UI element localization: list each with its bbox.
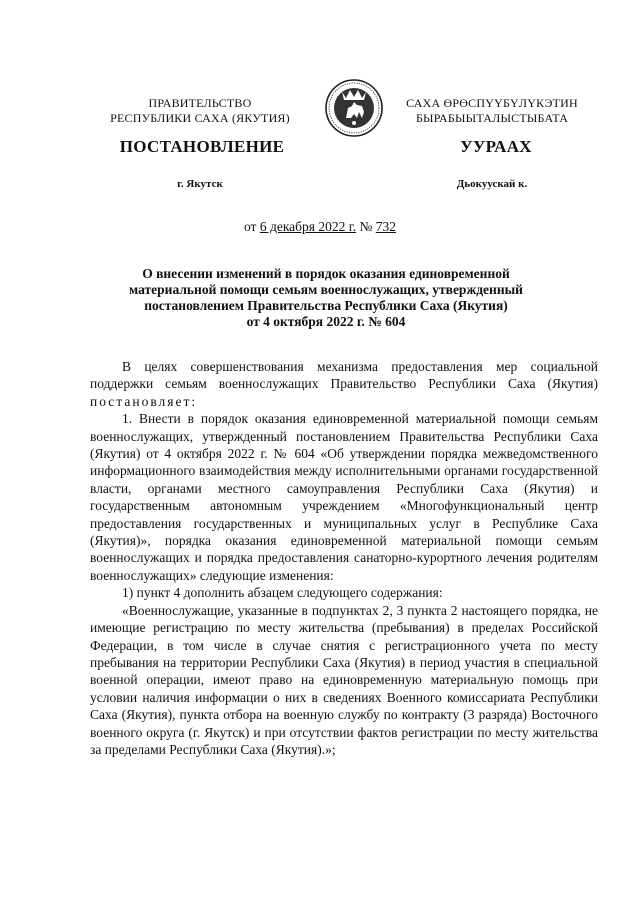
header-left-line-1: ПРАВИТЕЛЬСТВО <box>148 96 252 110</box>
city-ru: г. Якутск <box>177 178 223 190</box>
header-left-line-2: РЕСПУБЛИКИ САХА (ЯКУТИЯ) <box>110 111 290 125</box>
subclause-1-paragraph: 1) пункт 4 дополнить абзацем следующего содержания: <box>122 585 443 601</box>
number-sign: № <box>359 219 373 234</box>
header-right-line-2: БЫРАБЫЫТАЛЫСТЫБАТА <box>415 111 569 125</box>
header-right <box>392 96 592 126</box>
clause-1-paragraph: 1. Внести в порядок оказания единовременной материальной помощи семьям военнослужащих, утвержденный постановлением Правительства Республики Саха (Якутия) от 4 октября 2022 г. № 604 «Об утверждении порядка межведомственного информационного взаимодействия между исполнительными органами государственной власти, органами местного самоуправления Республики Саха (Якутия) и государственным автономным учреждением «Многофункциональный центр предоставления государственных и муниципальных услуг в Республике Саха (Якутия)», порядка оказания единовременной материальной помощи семьям военнослужащих и порядка предоставления санаторно-курортного лечения родителям военнослужащих» следующие изменения: <box>90 411 598 583</box>
quoted-amendment-paragraph: «Военнослужащие, указанные в подпунктах 2, 3 пункта 2 настоящего порядка, не имеющие регистрацию по месту жительства (пребывания) в пределах Российской Федерации, в том числе в случае снятия с регистрационного учета по месту пребывания на территории Республики Саха (Якутия) в период участия в специальной военной операции, имеют право на единовременную материальную помощь при условии наличия информации о них в сведениях Военного комиссариата Республики Саха (Якутия), пункта отбора на военную службу по контракту (3 разряда) Восточного военного округа (г. Якутск) и при отсутствии фактов регистрации по месту жительства за пределами Республики Саха (Якутия).»; <box>90 602 598 757</box>
doc-type-ru: ПОСТАНОВЛЕНИЕ <box>119 137 285 156</box>
doc-type-sah: УУРААХ <box>460 137 532 156</box>
document-subject <box>96 266 556 330</box>
resolves-word: постановляет: <box>90 393 198 409</box>
document-body <box>90 358 598 758</box>
date-line <box>0 219 640 235</box>
preamble-paragraph <box>90 358 598 410</box>
subject-line-3: постановлением Правительства Республики Саха (Якутия) <box>144 298 508 313</box>
header-right-line-1: САХА ӨРӨСПҮҮБҮЛҮКЭТИН <box>406 96 578 110</box>
document-date: 6 декабря 2022 г. <box>259 219 357 234</box>
sakha-republic-emblem-icon <box>324 78 384 138</box>
header-left <box>100 96 300 126</box>
subject-line-2: материальной помощи семьям военнослужащих, утвержденный <box>129 282 523 297</box>
city-sah: Дьокуускай к. <box>456 178 528 190</box>
preamble-text: В целях совершенствования механизма предоставления мер социальной поддержки семьям военнослужащих Правительство Республики Саха (Якутия) <box>90 359 598 392</box>
document-number: 732 <box>375 219 397 234</box>
subject-line-1: О внесении изменений в порядок оказания единовременной <box>142 266 510 281</box>
date-prefix: от <box>243 219 257 234</box>
subject-line-4: от 4 октября 2022 г. № 604 <box>246 314 406 329</box>
